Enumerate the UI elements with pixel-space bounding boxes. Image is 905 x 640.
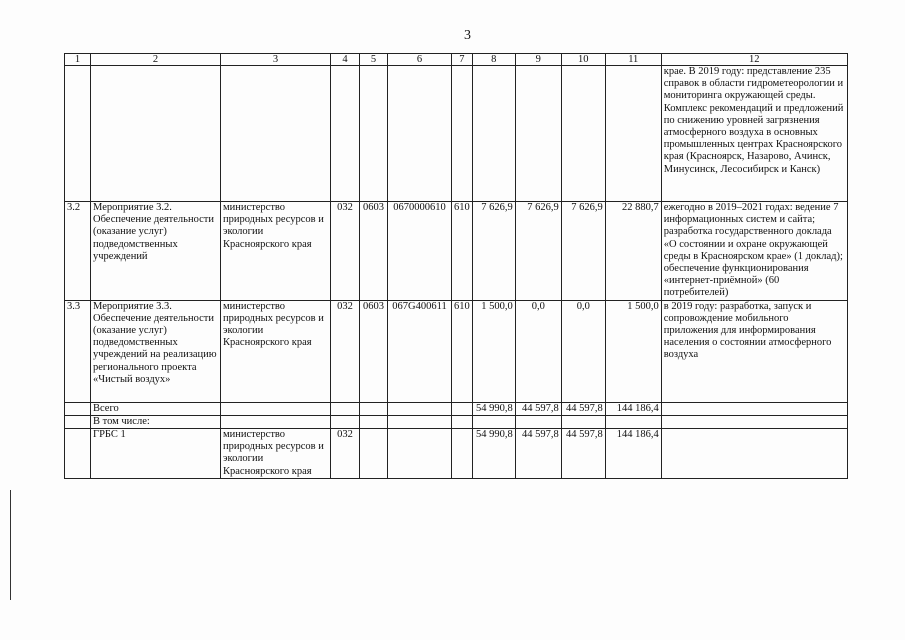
table-row xyxy=(65,202,848,301)
code-grbs: 032 xyxy=(331,202,360,301)
grbs1-2021: 44 597,8 xyxy=(561,429,605,479)
header-cell: 8 xyxy=(472,54,515,66)
grbs-name: министерство природных ресурсов и экологии Красноярского края xyxy=(221,300,331,402)
header-cell: 1 xyxy=(65,54,91,66)
table-row xyxy=(65,300,848,402)
expected-result: ежегодно в 2019–2021 годах: ведение 7 информационных систем и сайта; разработка государственного доклада «О состоянии и охране окружающей среды в Красноярском крае» (1 доклад); обеспечение функционирования «интернет-приёмной» (60 потребителей) xyxy=(661,202,847,301)
value-2019: 1 500,0 xyxy=(472,300,515,402)
code-target: 067G400611 xyxy=(388,300,452,402)
program-table xyxy=(64,53,848,479)
total-2019: 54 990,8 xyxy=(472,402,515,415)
code-section: 0603 xyxy=(360,300,388,402)
measure-name: Мероприятие 3.3. Обеспечение деятельности (оказание услуг) подведомственных учреждений на реализацию регионального проекта «Чистый воздух» xyxy=(91,300,221,402)
grbs1-2019: 54 990,8 xyxy=(472,429,515,479)
total-2020: 44 597,8 xyxy=(515,402,561,415)
code-grbs: 032 xyxy=(331,300,360,402)
code-expense: 610 xyxy=(452,300,473,402)
value-2021: 7 626,9 xyxy=(561,202,605,301)
header-cell: 5 xyxy=(360,54,388,66)
expected-result: в 2019 году: разработка, запуск и сопровождение мобильного приложения для информирования населения о состоянии атмосферного воздуха xyxy=(661,300,847,402)
header-cell: 11 xyxy=(605,54,661,66)
header-cell: 7 xyxy=(452,54,473,66)
value-2021: 0,0 xyxy=(561,300,605,402)
header-cell: 2 xyxy=(91,54,221,66)
code-target: 0670000610 xyxy=(388,202,452,301)
header-cell: 12 xyxy=(661,54,847,66)
header-cell: 9 xyxy=(515,54,561,66)
total-2021: 44 597,8 xyxy=(561,402,605,415)
code-expense: 610 xyxy=(452,202,473,301)
total-label: Всего xyxy=(91,402,221,415)
code-grbs: 032 xyxy=(331,429,360,479)
header-cell: 4 xyxy=(331,54,360,66)
total-sum: 144 186,4 xyxy=(605,402,661,415)
page-number: 3 xyxy=(464,28,471,43)
grbs1-label: ГРБС 1 xyxy=(91,429,221,479)
including-row xyxy=(65,415,848,428)
header-row xyxy=(65,54,848,66)
scan-margin-line xyxy=(10,490,11,600)
total-row xyxy=(65,402,848,415)
grbs1-2020: 44 597,8 xyxy=(515,429,561,479)
grbs1-sum: 144 186,4 xyxy=(605,429,661,479)
continuation-description: крае. В 2019 году: представление 235 справок в области гидрометеорологии и мониторинга окружающей среды. Комплекс рекомендаций и предложений по снижению уровней загрязнения атмосферного воздуха в основных промышленных центрах Красноярского края (Красноярск, Назарово, Ачинск, Минусинск, Лесосибирск и Канск) xyxy=(661,66,847,202)
header-cell: 6 xyxy=(388,54,452,66)
row-number: 3.3 xyxy=(65,300,91,402)
grbs-name: министерство природных ресурсов и экологии Красноярского края xyxy=(221,429,331,479)
grbs1-row xyxy=(65,429,848,479)
value-total: 1 500,0 xyxy=(605,300,661,402)
continuation-row xyxy=(65,66,848,202)
value-2019: 7 626,9 xyxy=(472,202,515,301)
grbs-name: министерство природных ресурсов и экологии Красноярского края xyxy=(221,202,331,301)
header-cell: 3 xyxy=(221,54,331,66)
code-section: 0603 xyxy=(360,202,388,301)
header-cell: 10 xyxy=(561,54,605,66)
row-number: 3.2 xyxy=(65,202,91,301)
measure-name: Мероприятие 3.2. Обеспечение деятельности (оказание услуг) подведомственных учреждений xyxy=(91,202,221,301)
value-2020: 0,0 xyxy=(515,300,561,402)
value-total: 22 880,7 xyxy=(605,202,661,301)
value-2020: 7 626,9 xyxy=(515,202,561,301)
including-label: В том числе: xyxy=(91,415,221,428)
